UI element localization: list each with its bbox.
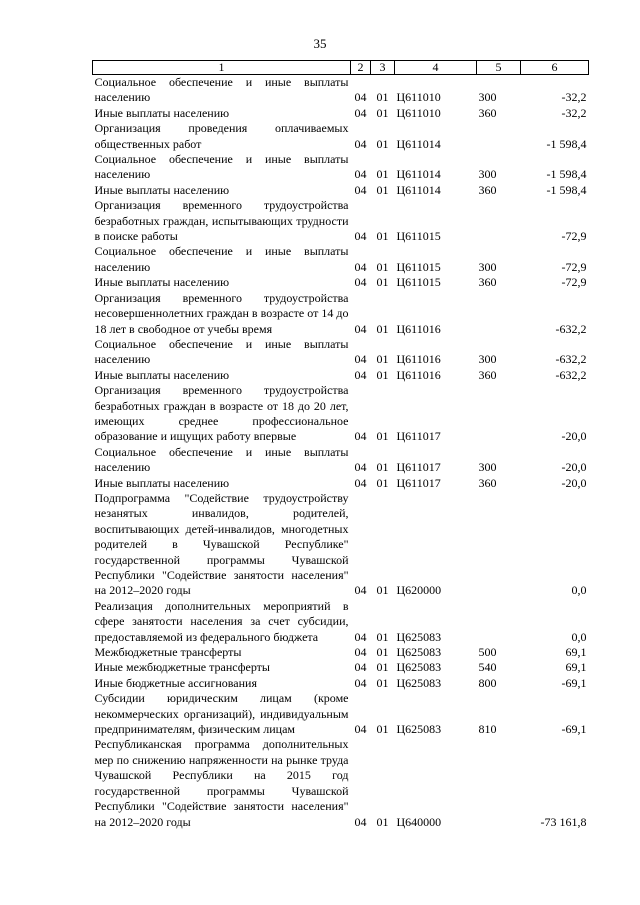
row-name: Организация временного трудоустройства безработных граждан, испытывающих трудности в поиске работы: [94, 198, 349, 244]
row-name: Иные выплаты населению: [94, 275, 230, 290]
row-amount: -72,9: [561, 259, 587, 274]
row-expense-type: 540: [478, 660, 497, 675]
row-name: Подпрограмма "Содействие трудоустройству незанятых инвалидов, родителей, воспитывающих детей-инвалидов, многодетных родителей в Чувашской Республике" государственной программы Чувашской Республики "Содействие занятости населения" на 2012–2020 годы: [94, 490, 349, 598]
row-subsection: 01: [376, 629, 389, 644]
row-subsection: 01: [376, 475, 389, 490]
table-body: [93, 75, 589, 830]
row-expense-type: 360: [478, 475, 497, 490]
row-target-code: Ц625083: [396, 722, 442, 737]
table-row: [93, 152, 589, 183]
table-row: [93, 106, 589, 121]
row-name: Организация временного трудоустройства несовершеннолетних граждан в возрасте от 14 до 18 лет в свободное от учебы время: [94, 290, 349, 336]
row-amount: -32,2: [561, 90, 587, 105]
row-section: 04: [354, 367, 367, 382]
row-expense-type: 800: [478, 675, 497, 690]
row-amount: -20,0: [561, 460, 587, 475]
row-target-code: Ц611017: [396, 475, 441, 490]
row-section: 04: [354, 259, 367, 274]
row-name: Иные выплаты населению: [94, 182, 230, 197]
table-row: [93, 368, 589, 383]
row-expense-type: 360: [478, 105, 497, 120]
row-subsection: 01: [376, 136, 389, 151]
row-name: Иные межбюджетные трансферты: [94, 660, 270, 675]
row-target-code: Ц625083: [396, 645, 442, 660]
row-target-code: Ц611017: [396, 429, 441, 444]
row-target-code: Ц611016: [396, 321, 441, 336]
row-amount: -73 161,8: [540, 814, 587, 829]
row-subsection: 01: [376, 321, 389, 336]
header-col-6: 6: [521, 61, 589, 75]
row-expense-type: 300: [478, 90, 497, 105]
table-row: [93, 737, 589, 829]
table-row: [93, 445, 589, 476]
row-name: Социальное обеспечение и иные выплаты населению: [94, 336, 349, 367]
row-amount: 69,1: [565, 645, 587, 660]
row-section: 04: [354, 275, 367, 290]
table-row: [93, 198, 589, 244]
row-name: Организация временного трудоустройства безработных граждан в возрасте от 18 до 20 лет, имеющих среднее профессиональное образование и ищущих работу впервые: [94, 383, 349, 444]
table-row: [93, 291, 589, 337]
row-target-code: Ц625083: [396, 660, 442, 675]
row-name: Реализация дополнительных мероприятий в сфере занятости населения за счет субсидии, предоставляемой из федерального бюджета: [94, 598, 349, 644]
row-amount: -632,2: [555, 367, 587, 382]
row-name: Межбюджетные трансферты: [94, 645, 242, 660]
row-name: Иные выплаты населению: [94, 475, 230, 490]
row-amount: -1 598,4: [546, 136, 587, 151]
row-target-code: Ц625083: [396, 675, 442, 690]
row-target-code: Ц640000: [396, 814, 442, 829]
row-amount: -72,9: [561, 275, 587, 290]
row-section: 04: [354, 429, 367, 444]
row-subsection: 01: [376, 367, 389, 382]
row-name: Социальное обеспечение и иные выплаты населению: [94, 444, 349, 475]
row-section: 04: [354, 645, 367, 660]
table-row: [93, 244, 589, 275]
row-section: 04: [354, 660, 367, 675]
row-target-code: Ц611014: [396, 182, 441, 197]
row-section: 04: [354, 583, 367, 598]
table-row: [93, 676, 589, 691]
row-subsection: 01: [376, 182, 389, 197]
row-amount: -20,0: [561, 429, 587, 444]
row-expense-type: [477, 491, 521, 599]
row-target-code: Ц611015: [396, 229, 441, 244]
row-expense-type: 360: [478, 275, 497, 290]
row-expense-type: [477, 383, 521, 445]
table-row: [93, 75, 589, 106]
row-expense-type: 300: [478, 460, 497, 475]
row-name: Социальное обеспечение и иные выплаты населению: [94, 75, 349, 105]
row-section: 04: [354, 460, 367, 475]
row-expense-type: 300: [478, 259, 497, 274]
page-number: 35: [313, 36, 327, 51]
row-target-code: Ц611017: [396, 460, 441, 475]
row-target-code: Ц611010: [396, 105, 441, 120]
row-section: 04: [354, 722, 367, 737]
row-subsection: 01: [376, 352, 389, 367]
row-subsection: 01: [376, 814, 389, 829]
row-section: 04: [354, 90, 367, 105]
header-col-4: 4: [395, 61, 477, 75]
row-amount: -69,1: [561, 722, 587, 737]
row-expense-type: [477, 599, 521, 645]
row-name: Иные выплаты населению: [94, 367, 230, 382]
row-name: Республиканская программа дополнительных мер по снижению напряженности на рынке труда Чувашской Республики на 2015 год государственной программы Чувашской Республики "Содействие занятости населения" на 2012–2020 годы: [94, 737, 349, 829]
table-row: [93, 275, 589, 290]
row-subsection: 01: [376, 675, 389, 690]
row-subsection: 01: [376, 167, 389, 182]
row-name: Социальное обеспечение и иные выплаты населению: [94, 244, 349, 274]
row-section: 04: [354, 321, 367, 336]
row-expense-type: [477, 121, 521, 152]
row-expense-type: [477, 291, 521, 337]
row-amount: 69,1: [565, 660, 587, 675]
row-expense-type: 300: [478, 167, 497, 182]
row-amount: -1 598,4: [546, 182, 587, 197]
table-row: [93, 491, 589, 599]
row-subsection: 01: [376, 645, 389, 660]
table-row: [93, 691, 589, 737]
row-subsection: 01: [376, 259, 389, 274]
row-expense-type: [477, 737, 521, 829]
row-target-code: Ц611015: [396, 259, 441, 274]
table-row: [93, 121, 589, 152]
row-name: Социальное обеспечение и иные выплаты населению: [94, 152, 349, 182]
row-section: 04: [354, 675, 367, 690]
row-subsection: 01: [376, 722, 389, 737]
row-expense-type: [477, 198, 521, 244]
header-col-2: 2: [351, 61, 371, 75]
row-expense-type: 500: [478, 645, 497, 660]
header-col-5: 5: [477, 61, 521, 75]
row-section: 04: [354, 167, 367, 182]
row-target-code: Ц625083: [396, 629, 442, 644]
row-section: 04: [354, 814, 367, 829]
row-subsection: 01: [376, 229, 389, 244]
row-section: 04: [354, 475, 367, 490]
header-col-1: 1: [93, 61, 351, 75]
row-subsection: 01: [376, 460, 389, 475]
table-row: [93, 383, 589, 445]
row-name: Субсидии юридическим лицам (кроме некоммерческих организаций), индивидуальным предпринимателям, физическим лицам: [94, 691, 349, 737]
row-amount: -1 598,4: [546, 167, 587, 182]
row-target-code: Ц611014: [396, 167, 441, 182]
row-amount: 0,0: [571, 583, 587, 598]
row-expense-type: 360: [478, 182, 497, 197]
row-target-code: Ц620000: [396, 583, 442, 598]
row-amount: -32,2: [561, 105, 587, 120]
row-subsection: 01: [376, 275, 389, 290]
row-subsection: 01: [376, 105, 389, 120]
row-amount: -632,2: [555, 321, 587, 336]
row-target-code: Ц611016: [396, 352, 441, 367]
row-subsection: 01: [376, 90, 389, 105]
row-section: 04: [354, 182, 367, 197]
row-amount: -20,0: [561, 475, 587, 490]
row-subsection: 01: [376, 660, 389, 675]
budget-table: [92, 60, 589, 830]
row-amount: -69,1: [561, 675, 587, 690]
table-header-row: [93, 61, 589, 75]
row-amount: 0,0: [571, 629, 587, 644]
row-section: 04: [354, 136, 367, 151]
table-row: [93, 183, 589, 198]
row-name: Организация проведения оплачиваемых общественных работ: [94, 121, 349, 151]
table-row: [93, 645, 589, 660]
row-name: Иные выплаты населению: [94, 105, 230, 120]
row-target-code: Ц611016: [396, 367, 441, 382]
row-section: 04: [354, 105, 367, 120]
table-row: [93, 337, 589, 368]
row-target-code: Ц611010: [396, 90, 441, 105]
row-target-code: Ц611015: [396, 275, 441, 290]
row-section: 04: [354, 629, 367, 644]
row-subsection: 01: [376, 583, 389, 598]
table-row: [93, 476, 589, 491]
header-col-3: 3: [371, 61, 395, 75]
row-section: 04: [354, 352, 367, 367]
row-expense-type: 810: [478, 722, 497, 737]
row-section: 04: [354, 229, 367, 244]
row-name: Иные бюджетные ассигнования: [94, 675, 257, 690]
row-subsection: 01: [376, 429, 389, 444]
row-expense-type: 360: [478, 367, 497, 382]
row-amount: -72,9: [561, 229, 587, 244]
row-expense-type: 300: [478, 352, 497, 367]
row-target-code: Ц611014: [396, 136, 441, 151]
table-row: [93, 660, 589, 675]
row-amount: -632,2: [555, 352, 587, 367]
table-row: [93, 599, 589, 645]
